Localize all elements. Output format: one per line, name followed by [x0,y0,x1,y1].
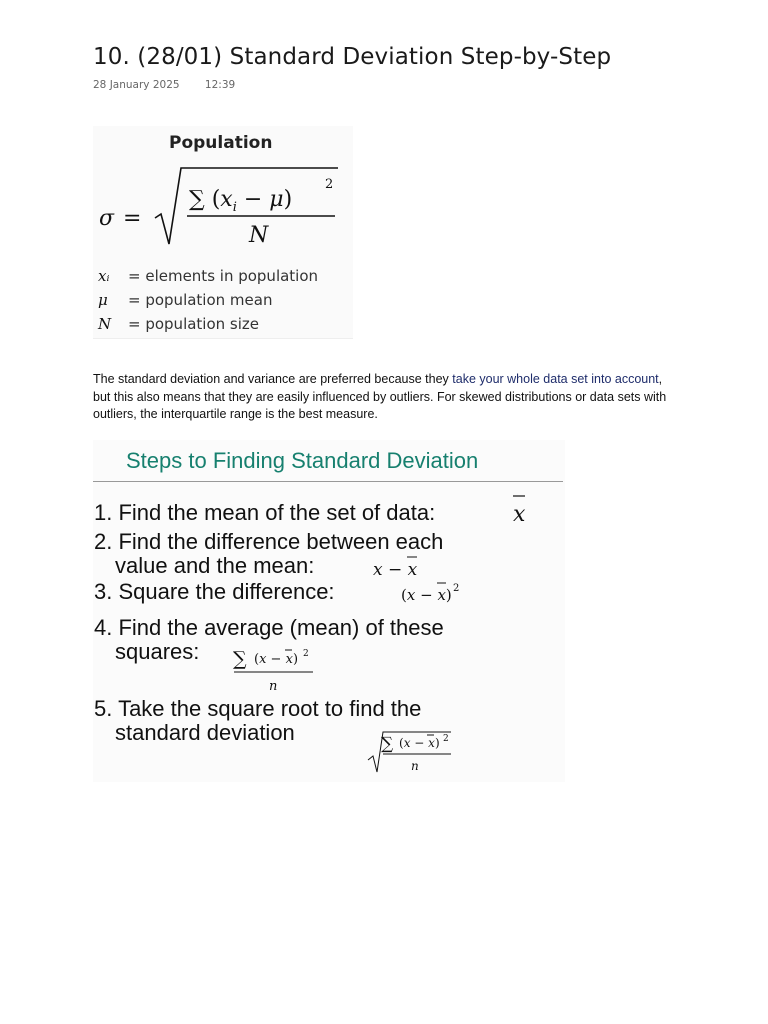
svg-text:2: 2 [453,583,460,594]
step-line: 3. Square the difference: [94,579,335,604]
steps-title: Steps to Finding Standard Deviation [126,448,479,473]
svg-text:n: n [411,759,419,773]
step-line-continued: value and the mean: [115,553,315,578]
step-line-continued: standard deviation [115,720,295,745]
definition-text: = population size [128,315,260,333]
page-date: 28 January 2025 [93,79,180,91]
step-line-continued: squares: [115,639,200,664]
step-line: 4. Find the average (mean) of these [94,615,444,640]
svg-text:2: 2 [303,649,309,659]
svg-text:2: 2 [443,734,449,744]
svg-text:n: n [269,679,278,694]
paragraph-link[interactable]: take your whole data set into account [452,372,659,386]
definition-symbol: μ [98,291,108,309]
difference-formula [373,557,418,580]
definition-text: = population mean [128,291,273,309]
page-meta [93,79,235,91]
svg-text:∑ (xi − μ): ∑ $(x_i - \mu)$ [189,187,293,215]
population-definitions [98,264,318,336]
definition-text: = elements in population [128,267,319,285]
svg-text:N: N [249,223,269,248]
svg-text:(x − x): (x − x) [399,736,440,750]
svg-text:x − x: x − x [373,560,418,580]
svg-text:2: 2 [325,177,334,192]
step-line: 2. Find the difference between each [94,529,444,554]
svg-text:∑: ∑ [233,648,247,670]
paragraph-text-end: , but this also means that they are easily influenced by outliers. For skewed distributions or data sets with outliers, the interquartile range is the best measure. [93,372,667,421]
step-line: 5. Take the square root to find the [94,696,422,721]
definition-symbol: xᵢ [98,267,110,285]
svg-text:∑: ∑ [381,734,394,754]
population-heading: Population [169,133,273,153]
variance-formula [233,648,313,694]
steps-image [93,440,565,782]
svg-text:(x − x): (x − x) [254,652,299,667]
standard-deviation-formula [368,732,451,773]
definition-row [98,264,318,288]
paragraph-text: The standard deviation and variance are preferred because they [93,372,453,386]
body-paragraph [93,371,673,424]
definition-row [98,312,318,336]
step-line: 1. Find the mean of the set of data: [94,500,436,525]
steps-formulas [93,440,565,782]
definition-row [98,288,318,312]
svg-text:x: x [513,502,526,527]
definition-symbol: N [98,315,112,333]
page-time: 12:39 [204,79,236,91]
svg-text:σ: σ [99,206,115,231]
mean-formula [513,496,526,527]
squared-difference-formula [401,583,459,604]
svg-text:=: = [123,206,142,231]
population-formula-image [93,126,353,339]
page-title: 10. (28/01) Standard Deviation Step-by-Step [93,44,612,70]
svg-text:(x − x): (x − x) [401,586,452,604]
